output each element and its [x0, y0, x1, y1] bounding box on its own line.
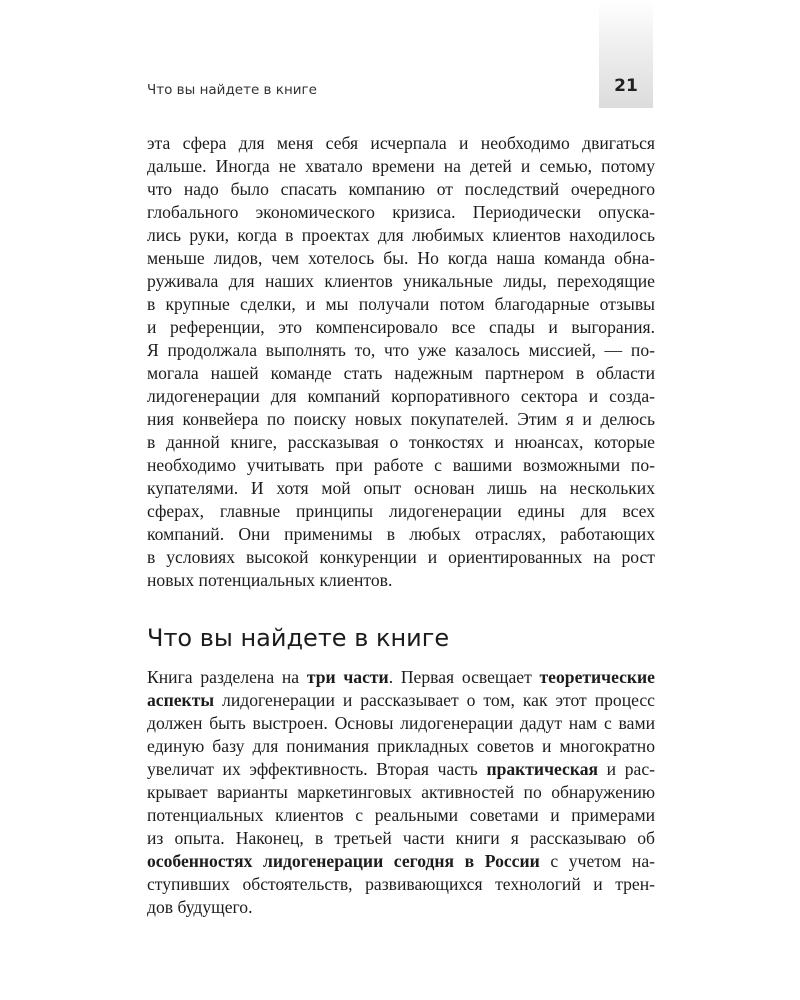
text-line: должен быть выстроен. Основы лидогенерации дадут нам с вами: [147, 713, 655, 733]
text-line: могала нашей команде стать надежным партнером в области: [147, 363, 655, 383]
text-line: глобального экономического кризиса. Периодически опуска-: [147, 202, 655, 222]
bold-run: теоретические: [539, 667, 655, 687]
text-line: лидогенерации для компаний корпоративного сектора и созда-: [147, 386, 655, 406]
text-line: [147, 758, 655, 781]
running-header: Что вы найдете в книге: [147, 82, 317, 98]
text-line: сферах, главные принципы лидогенерации едины для всех: [147, 501, 655, 521]
text-line: потенциальных клиентов с реальными советами и примерами: [147, 805, 655, 825]
text-line: [147, 689, 655, 712]
text-line: единую базу для понимания прикладных советов и многократно: [147, 736, 655, 756]
text-run: и рас-: [598, 759, 655, 779]
bold-run: практическая: [486, 759, 599, 779]
bold-run: аспекты: [147, 690, 215, 710]
text-run: Книга разделена на: [147, 667, 307, 687]
text-line: в условиях высокой конкуренции и ориентированных на рост: [147, 547, 655, 567]
text-line: [147, 850, 655, 873]
text-line: [147, 666, 655, 689]
page-body: [147, 132, 655, 919]
text-line: что надо было спасать компанию от последствий очередного: [147, 179, 655, 199]
text-line: крывает варианты маркетинговых активностей по обнаружению: [147, 782, 655, 802]
text-line: и референции, это компенсировало все спады и выгорания.: [147, 317, 655, 337]
text-line: в данной книге, рассказывая о тонкостях и нюансах, которые: [147, 432, 655, 452]
text-line: купателями. И хотя мой опыт основан лишь на нескольких: [147, 478, 655, 498]
text-line: ступивших обстоятельств, развивающихся технологий и трен-: [147, 874, 655, 894]
text-line: руживала для наших клиентов уникальные лиды, переходящие: [147, 271, 655, 291]
bold-run: три части: [306, 667, 389, 687]
section-heading: Что вы найдете в книге: [147, 624, 450, 652]
text-line: компаний. Они применимы в любых отраслях, работающих: [147, 524, 655, 544]
text-run: с учетом на-: [539, 851, 655, 871]
text-line: из опыта. Наконец, в третьей части книги я рассказываю об: [147, 828, 655, 848]
section-paragraph: [147, 666, 655, 919]
paragraph-continued: [147, 132, 655, 592]
text-line: ния конвейера по поиску новых покупателей. Этим я и делюсь: [147, 409, 655, 429]
text-line: дов будущего.: [147, 897, 253, 917]
text-line: в крупные сделки, и мы получали потом благодарные отзывы: [147, 294, 655, 314]
bold-run: особенностях лидогенерации сегодня в России: [147, 851, 540, 871]
text-line: эта сфера для меня себя исчерпала и необходимо двигаться: [147, 133, 655, 153]
text-line: новых потенциальных клиентов.: [147, 570, 393, 590]
text-run: увеличат их эффективность. Вторая часть: [147, 759, 487, 779]
page-number: 21: [614, 76, 638, 96]
text-line: меньше лидов, чем хотелось бы. Но когда наша команда обна-: [147, 248, 655, 268]
text-line: лись руки, когда в проектах для любимых клиентов находилось: [147, 225, 655, 245]
text-run: лидогенерации и рассказывает о том, как этот процесс: [214, 690, 655, 710]
text-line: дальше. Иногда не хватало времени на детей и семью, потому: [147, 156, 655, 176]
text-run: . Первая освещает: [388, 667, 540, 687]
text-line: Я продолжала выполнять то, что уже казалось миссией, — по-: [147, 340, 655, 360]
text-line: необходимо учитывать при работе с вашими возможными по-: [147, 455, 655, 475]
